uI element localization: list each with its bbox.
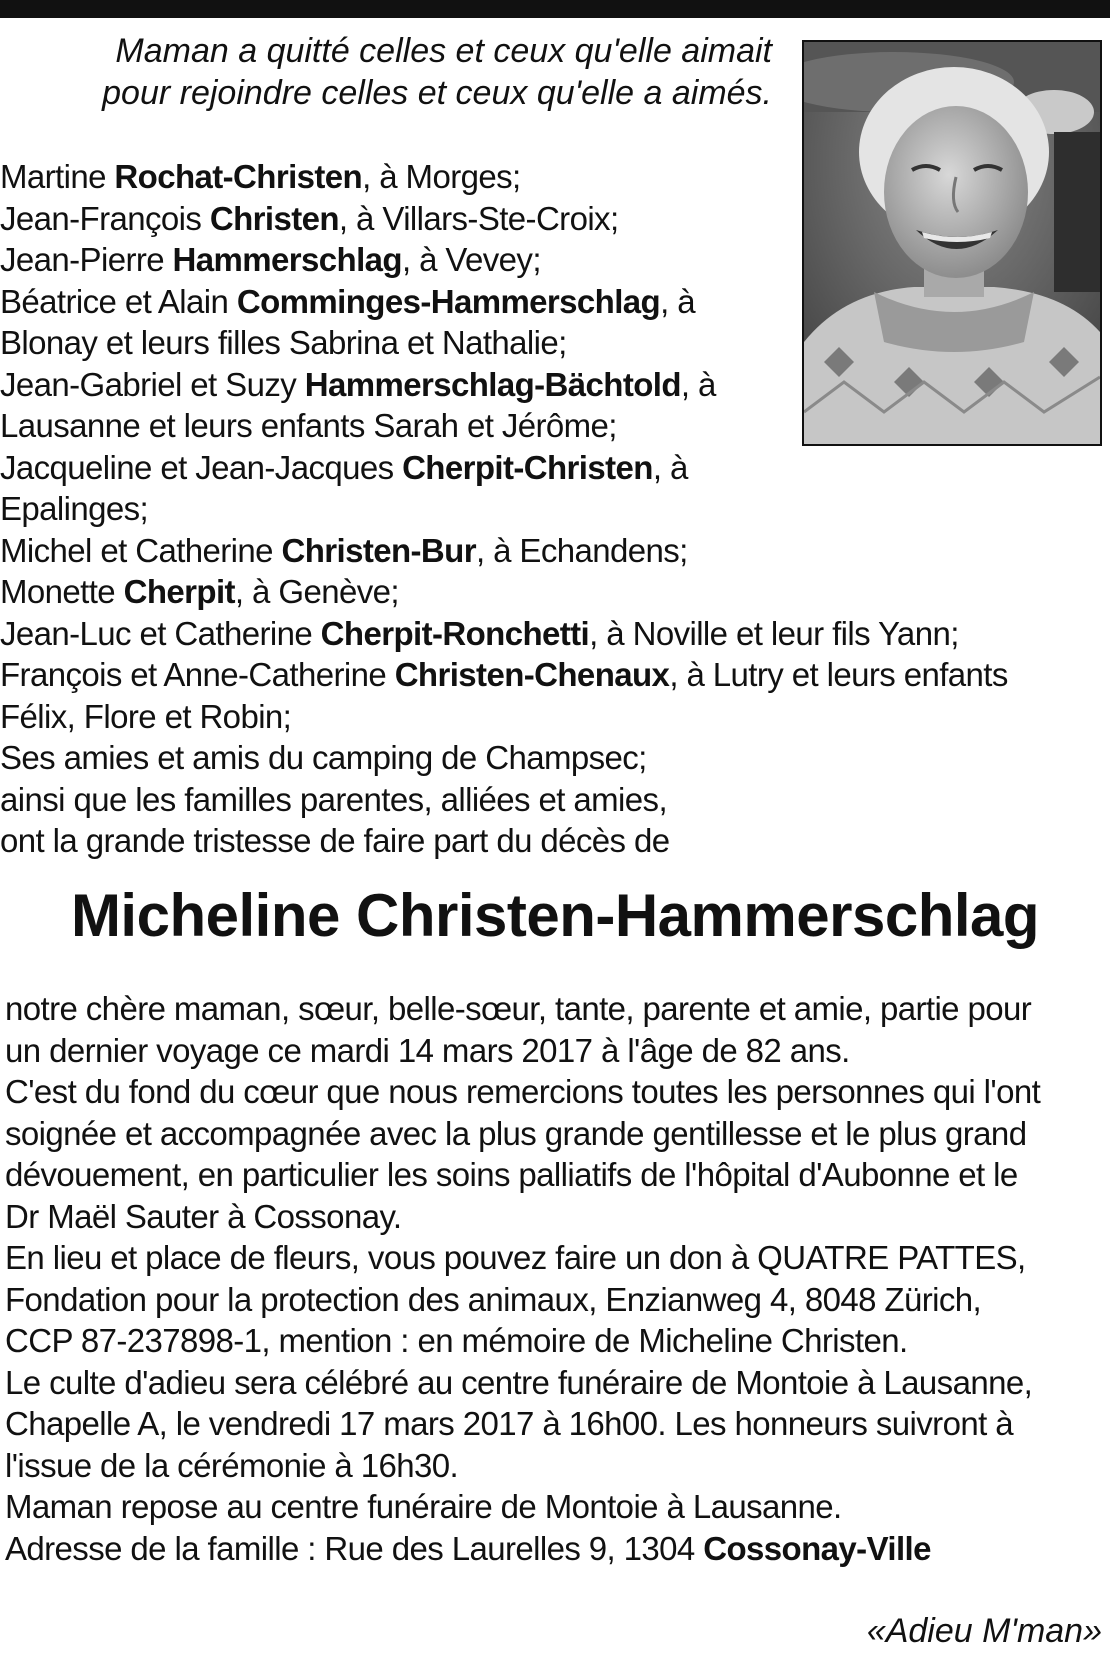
surname: Christen-Bur: [281, 531, 476, 569]
body-line: Chapelle A, le vendredi 17 mars 2017 à 16h00. Les honneurs suivront à: [5, 1405, 1013, 1442]
family-line: [0, 571, 1100, 613]
location: , à Morges;: [362, 158, 521, 195]
signoff: «Adieu M'man»: [866, 1612, 1102, 1650]
location: , à Villars-Ste-Croix;: [338, 199, 619, 237]
given-names: Jean-Gabriel et Suzy: [0, 365, 305, 403]
family-line: [0, 447, 1100, 489]
family-line: Blonay et leurs filles Sabrina et Nathalie;: [0, 324, 567, 361]
location: , à Noville et leur fils Yann;: [589, 614, 959, 652]
location: , à Lutry et leurs enfants: [669, 656, 1008, 693]
location: , à Vevey;: [401, 241, 541, 278]
family-line: [0, 198, 1100, 240]
top-rule: [0, 0, 1110, 18]
body-line: CCP 87-237898-1, mention : en mémoire de Micheline Christen.: [5, 1322, 908, 1359]
family-address: [5, 1528, 1110, 1570]
surname: Rochat-Christen: [114, 158, 363, 195]
family-line: [0, 654, 1100, 696]
family-line: Epalinges;: [0, 490, 149, 527]
body-line: l'issue de la cérémonie à 16h30.: [5, 1446, 459, 1484]
body-line: Le culte d'adieu sera célébré au centre funéraire de Montoie à Lausanne,: [5, 1363, 1033, 1401]
body-line: En lieu et place de fleurs, vous pouvez faire un don à QUATRE PATTES,: [5, 1239, 1026, 1276]
surname: Christen: [209, 199, 339, 237]
given-names: Jean-Luc et Catherine: [0, 614, 321, 652]
family-line: Félix, Flore et Robin;: [0, 697, 292, 735]
surname: Cherpit-Ronchetti: [320, 614, 590, 652]
family-line: ont la grande tristesse de faire part du décès de: [0, 822, 670, 859]
epigraph-line: Maman a quitté celles et ceux qu'elle aimait: [115, 32, 772, 70]
epigraph-line: pour rejoindre celles et ceux qu'elle a aimés.: [102, 74, 772, 112]
family-line: ainsi que les familles parentes, alliées et amies,: [0, 780, 668, 818]
location: , à Echandens;: [475, 531, 688, 569]
family-line: [0, 364, 1100, 406]
given-names: Martine: [0, 158, 115, 195]
body-line: C'est du fond du cœur que nous remercions toutes les personnes qui l'ont: [5, 1073, 1041, 1110]
location: , à: [660, 282, 696, 320]
surname: Cherpit: [123, 573, 235, 610]
body-line: dévouement, en particulier les soins palliatifs de l'hôpital d'Aubonne et le: [5, 1156, 1018, 1193]
surname: Christen-Chenaux: [394, 656, 670, 693]
family-line: [0, 281, 1100, 323]
family-line: [0, 239, 1100, 281]
announcement-body: [5, 988, 1110, 1569]
body-line: soignée et accompagnée avec la plus grande gentillesse et le plus grand: [5, 1114, 1027, 1152]
family-line: Ses amies et amis du camping de Champsec;: [0, 739, 647, 776]
family-line: [0, 156, 1100, 198]
given-names: Jean-Pierre: [0, 241, 173, 278]
surname: Hammerschlag-Bächtold: [304, 365, 681, 403]
location: , à: [652, 448, 688, 486]
given-names: Monette: [0, 573, 124, 610]
body-line: un dernier voyage ce mardi 14 mars 2017 à l'âge de 82 ans.: [5, 1031, 850, 1069]
given-names: Michel et Catherine: [0, 531, 282, 569]
location: , à: [680, 365, 716, 403]
surname: Cherpit-Christen: [402, 448, 653, 486]
address-text: Adresse de la famille : Rue des Laurelles 9, 1304: [5, 1529, 704, 1567]
family-list: [0, 156, 1100, 862]
given-names: Jacqueline et Jean-Jacques: [0, 448, 403, 486]
given-names: Jean-François: [0, 199, 210, 237]
deceased-name: Micheline Christen-Hammerschlag: [70, 882, 1040, 949]
family-line: [0, 530, 1100, 572]
body-line: notre chère maman, sœur, belle-sœur, tante, parente et amie, partie pour: [5, 990, 1032, 1027]
address-town: Cossonay-Ville: [703, 1529, 931, 1567]
given-names: François et Anne-Catherine: [0, 656, 395, 693]
surname: Comminges-Hammerschlag: [236, 282, 661, 320]
family-line: [0, 613, 1100, 655]
given-names: Béatrice et Alain: [0, 282, 237, 320]
family-line: Lausanne et leurs enfants Sarah et Jérôme;: [0, 407, 617, 444]
epigraph: [60, 30, 772, 114]
body-line: Maman repose au centre funéraire de Montoie à Lausanne.: [5, 1488, 842, 1525]
body-line: Fondation pour la protection des animaux, Enzianweg 4, 8048 Zürich,: [5, 1280, 982, 1318]
body-line: Dr Maël Sauter à Cossonay.: [5, 1197, 402, 1235]
surname: Hammerschlag: [172, 241, 402, 278]
location: , à Genève;: [234, 573, 399, 610]
